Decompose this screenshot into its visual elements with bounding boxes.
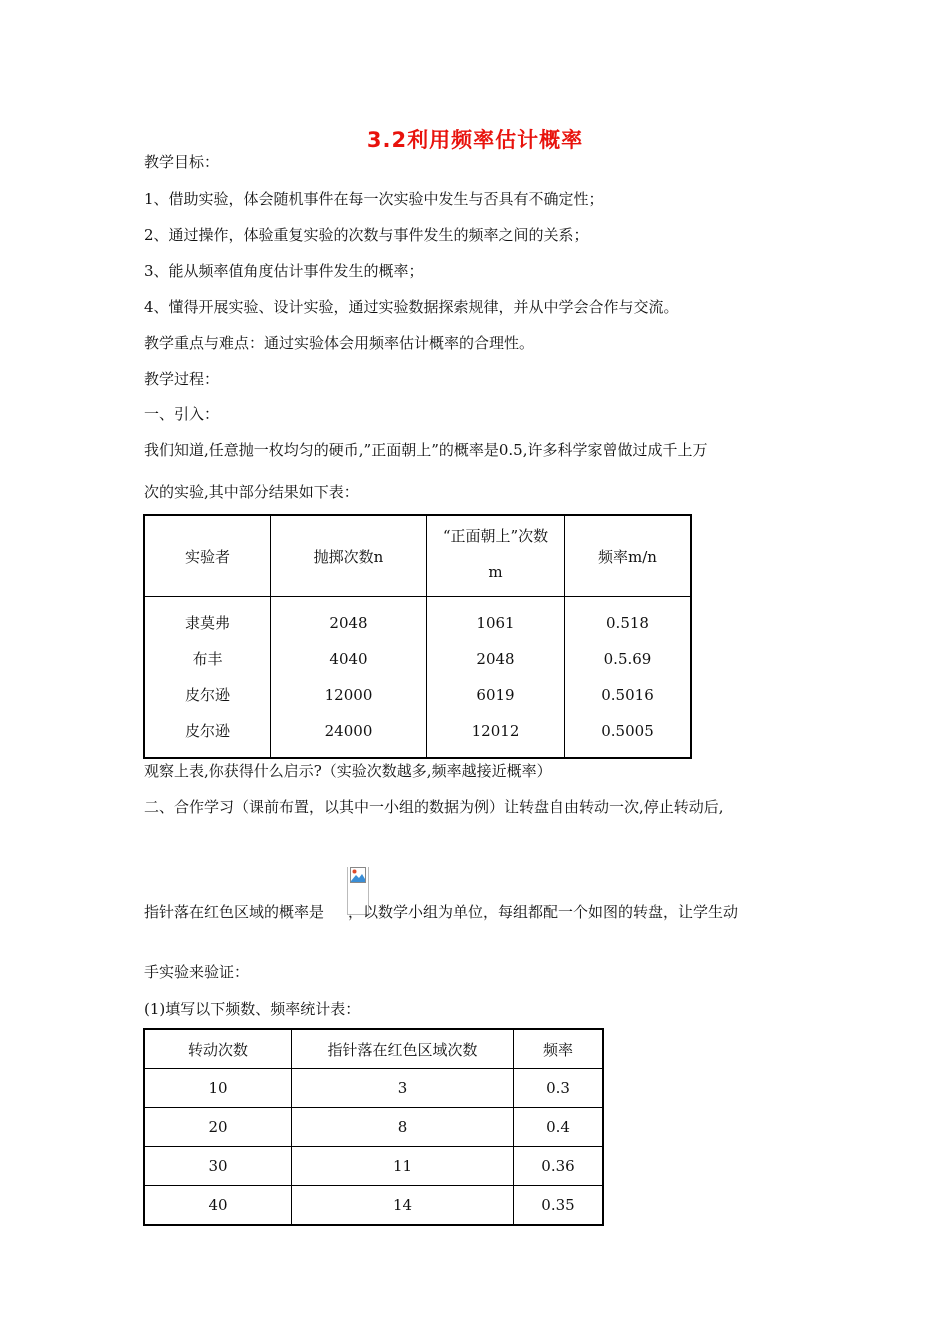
table-cell: 3: [292, 1069, 514, 1108]
observe-line: 观察上表,你获得什么启示?（实验次数越多,频率越接近概率）: [144, 762, 552, 780]
key-points: 教学重点与难点：通过实验体会用频率估计概率的合理性。: [144, 334, 535, 352]
section1-heading: 一、引入：: [144, 405, 220, 423]
table-row: [144, 1069, 603, 1108]
table-cell: 14: [292, 1186, 514, 1226]
table-cell: 0.4: [514, 1108, 604, 1147]
table-cell: 1061: [476, 614, 515, 632]
table-cell: 2048: [476, 650, 515, 668]
table1-header-frequency: 频率m/n: [565, 515, 692, 597]
table-cell: 0.5.69: [603, 650, 652, 668]
table-row: [144, 1186, 603, 1226]
table-cell: 4040: [329, 650, 368, 668]
pointer-line: 指针落在红色区域的概率是 ，以数学小组为单位，每组都配一个如图的转盘，让学生动: [144, 903, 739, 921]
table-cell: 20: [144, 1108, 292, 1147]
table-cell: 0.5016: [601, 686, 654, 704]
table-cell: 皮尔逊: [184, 686, 230, 704]
section2-line: 二、合作学习（课前布置，以其中一小组的数据为例）让转盘自由转动一次,停止转动后,: [144, 798, 724, 816]
table1-col-heads: [427, 597, 565, 759]
table-row: [144, 1147, 603, 1186]
process-heading: 教学过程：: [144, 370, 220, 388]
spinner-frequency-table: [143, 1028, 604, 1226]
table-cell: 40: [144, 1186, 292, 1226]
table-cell: 11: [292, 1147, 514, 1186]
table2-header-frequency: 频率: [514, 1029, 604, 1069]
table-cell: 布丰: [192, 650, 223, 668]
table-cell: 12000: [324, 686, 373, 704]
table-cell: 10: [144, 1069, 292, 1108]
coin-experiment-table: [143, 514, 692, 759]
table-row: [144, 1108, 603, 1147]
table-cell: 皮尔逊: [184, 722, 230, 740]
table1-header-experimenter: 实验者: [144, 515, 271, 597]
table-cell: 0.35: [514, 1186, 604, 1226]
goal-item-2: 2、通过操作，体验重复实验的次数与事件发生的频率之间的关系；: [144, 226, 589, 244]
table2-header-red-count: 指针落在红色区域次数: [292, 1029, 514, 1069]
document-title: 3.2利用频率估计概率: [366, 128, 584, 152]
table1-col-frequency: [565, 597, 692, 759]
table-cell: 30: [144, 1147, 292, 1186]
table1-header-throws: 抛掷次数n: [271, 515, 427, 597]
table-cell: 6019: [476, 686, 515, 704]
table2-header-spins: 转动次数: [144, 1029, 292, 1069]
fill-table-line: (1)填写以下频数、频率统计表：: [144, 1000, 361, 1018]
intro-line-2: 次的实验,其中部分结果如下表：: [144, 483, 359, 501]
table-cell: 0.518: [606, 614, 649, 632]
table1-col-throws: [271, 597, 427, 759]
table-cell: 0.3: [514, 1069, 604, 1108]
table-cell: 8: [292, 1108, 514, 1147]
table-cell: 24000: [324, 722, 373, 740]
intro-line-1: 我们知道,任意抛一枚均匀的硬币,”正面朝上”的概率是0.5,许多科学家曾做过成千上万: [144, 441, 708, 459]
table-cell: 2048: [329, 614, 368, 632]
hands-on-line: 手实验来验证：: [144, 963, 250, 981]
table-cell: 隶莫弗: [184, 614, 230, 632]
goal-item-3: 3、能从频率值角度估计事件发生的概率；: [144, 262, 424, 280]
broken-image-icon: [350, 867, 366, 883]
goal-item-1: 1、借助实验，体会随机事件在每一次实验中发生与否具有不确定性；: [144, 190, 604, 208]
goal-item-4: 4、懂得开展实验、设计实验，通过实验数据探索规律，并从中学会合作与交流。: [144, 298, 679, 316]
table1-col-experimenter: [144, 597, 271, 759]
goals-heading: 教学目标：: [144, 153, 220, 171]
table-cell: 12012: [471, 722, 520, 740]
table-cell: 0.36: [514, 1147, 604, 1186]
table1-header-heads: “正面朝上”次数 m: [427, 515, 565, 597]
table-cell: 0.5005: [601, 722, 654, 740]
